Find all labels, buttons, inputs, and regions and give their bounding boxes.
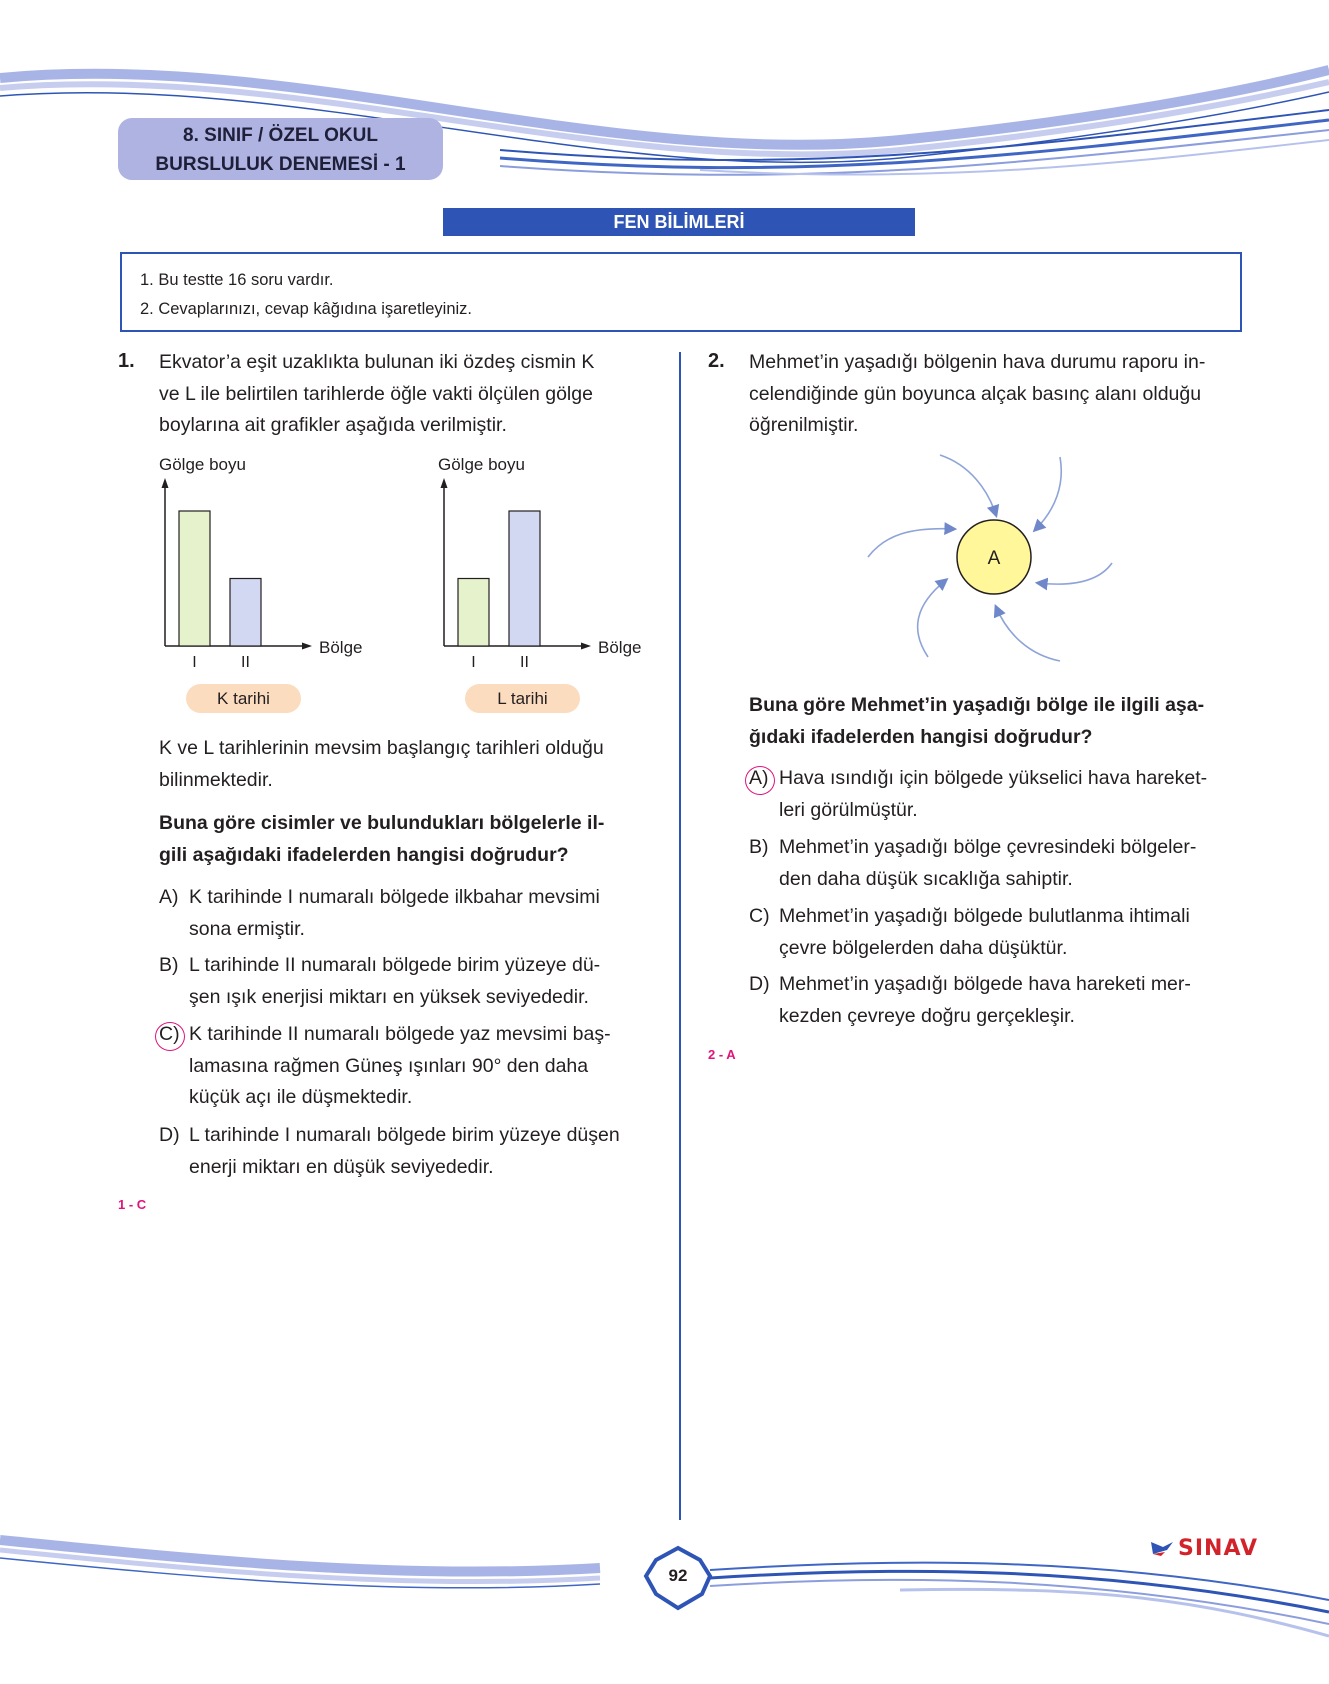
tick-label-II: II xyxy=(520,654,529,670)
q2-intro-line: Mehmet’in yaşadığı bölgenin hava durumu raporu in- xyxy=(749,351,1206,373)
q1-number: 1. xyxy=(118,350,135,372)
column-divider xyxy=(679,352,681,1520)
bar-I xyxy=(458,579,489,647)
bird-icon xyxy=(1149,1538,1175,1558)
y-axis-label: Gölge boyu xyxy=(159,455,246,474)
option-letter: B) xyxy=(749,836,769,858)
option-letter: D) xyxy=(749,973,770,995)
k-date-label: K tarihi xyxy=(186,684,301,713)
option-text: Hava ısındığı için bölgede yükselici hava hareket- xyxy=(779,767,1208,789)
q1-intro-line: ve L ile belirtilen tarihlerde öğle vakti ölçülen gölge xyxy=(159,382,593,405)
q2-answer-key: 2 - A xyxy=(708,1047,736,1062)
q1-option-c[interactable] xyxy=(159,1019,659,1114)
option-text: L tarihinde II numaralı bölgede birim yüzeye dü- xyxy=(189,954,601,976)
publisher-logo-text: SINAV xyxy=(1178,1535,1259,1561)
option-text: Mehmet’in yaşadığı bölge çevresindeki bölgeler- xyxy=(779,836,1197,858)
exam-title-badge xyxy=(118,118,443,180)
q1-after-line: K ve L tarihlerinin mevsim başlangıç tarihleri olduğu xyxy=(159,737,604,759)
instructions-box xyxy=(120,252,1242,332)
y-axis-arrow xyxy=(441,478,448,488)
bar-II xyxy=(509,511,540,646)
tick-label-I: I xyxy=(192,654,197,670)
option-text: sona ermiştir. xyxy=(189,917,305,940)
low-pressure-diagram xyxy=(860,445,1120,665)
subject-title: FEN BİLİMLERİ xyxy=(443,208,915,236)
q2-option-c[interactable] xyxy=(749,901,1249,964)
q2-number: 2. xyxy=(708,350,725,372)
option-text: K tarihinde I numaralı bölgede ilkbahar mevsimi xyxy=(189,886,600,908)
option-text: Mehmet’in yaşadığı bölgede hava hareketi mer- xyxy=(779,973,1191,995)
wind-arrow xyxy=(1038,563,1112,584)
option-letter-circled: A) xyxy=(749,763,769,795)
option-letter: B) xyxy=(159,954,179,976)
q1-intro-line: boylarına ait grafikler aşağıda verilmiştir. xyxy=(159,414,507,436)
l-date-label: L tarihi xyxy=(465,684,580,713)
option-text: den daha düşük sıcaklığa sahiptir. xyxy=(779,867,1073,890)
option-letter: A) xyxy=(159,886,179,908)
option-text: şen ışık enerjisi miktarı en yüksek seviyededir. xyxy=(189,985,589,1008)
q2-question xyxy=(749,690,1204,753)
q1-question xyxy=(159,808,604,871)
x-axis-arrow xyxy=(302,643,312,650)
option-text: leri görülmüştür. xyxy=(779,798,918,821)
exam-title-line2: BURSLULUK DENEMESİ - 1 xyxy=(155,154,406,175)
instruction-2: 2. Cevaplarınızı, cevap kâğıdına işaretleyiniz. xyxy=(140,300,473,318)
q2-option-a[interactable] xyxy=(749,763,1249,826)
option-text: çevre bölgelerden daha düşüktür. xyxy=(779,936,1068,959)
option-letter-circled: C) xyxy=(159,1019,180,1051)
bar-II xyxy=(230,579,261,647)
option-text: kezden çevreye doğru gerçekleşir. xyxy=(779,1004,1075,1027)
option-text: Mehmet’in yaşadığı bölgede bulutlanma ihtimali xyxy=(779,905,1190,927)
wind-arrow xyxy=(940,455,996,515)
q1-question-line: Buna göre cisimler ve bulundukları bölgelerle il- xyxy=(159,812,605,834)
wind-arrow xyxy=(996,607,1060,661)
option-letter: C) xyxy=(749,905,770,927)
q1-after-line: bilinmektedir. xyxy=(159,768,273,791)
chart-l-date xyxy=(429,448,669,670)
option-text: lamasına rağmen Güneş ışınları 90° den daha xyxy=(189,1054,589,1077)
option-text: K tarihinde II numaralı bölgede yaz mevsimi baş- xyxy=(189,1023,611,1045)
q2-intro-line: celendiğinde gün boyunca alçak basınç alanı olduğu xyxy=(749,382,1202,405)
wind-arrow xyxy=(918,580,946,657)
q2-question-line: ğıdaki ifadelerden hangisi doğrudur? xyxy=(749,725,1093,748)
q1-option-d[interactable] xyxy=(159,1120,659,1183)
option-text: enerji miktarı en düşük seviyededir. xyxy=(189,1155,494,1178)
q1-option-b[interactable] xyxy=(159,950,659,1013)
option-letter: D) xyxy=(159,1124,180,1146)
x-axis-label: Bölge xyxy=(319,638,363,657)
option-text: L tarihinde I numaralı bölgede birim yüzeye düşen xyxy=(189,1124,620,1146)
wind-arrow xyxy=(868,529,954,557)
q2-intro xyxy=(749,347,1205,442)
q2-option-b[interactable] xyxy=(749,832,1249,895)
publisher-logo xyxy=(1149,1533,1258,1563)
exam-title-line1: 8. SINIF / ÖZEL OKUL xyxy=(183,125,378,146)
q1-intro xyxy=(159,347,594,442)
q1-answer-key: 1 - C xyxy=(118,1197,147,1212)
instruction-1: 1. Bu testte 16 soru vardır. xyxy=(140,271,334,289)
y-axis-label: Gölge boyu xyxy=(438,455,525,474)
q2-question-line: Buna göre Mehmet’in yaşadığı bölge ile ilgili aşa- xyxy=(749,694,1205,716)
center-label: A xyxy=(987,548,1001,569)
x-axis-label: Bölge xyxy=(598,638,642,657)
tick-label-II: II xyxy=(241,654,250,670)
q1-option-a[interactable] xyxy=(159,882,659,945)
q1-after-text xyxy=(159,733,604,796)
option-text: küçük açı ile düşmektedir. xyxy=(189,1086,413,1108)
q2-intro-line: öğrenilmiştir. xyxy=(749,414,859,436)
wind-arrow xyxy=(1035,457,1061,530)
y-axis-arrow xyxy=(162,478,169,488)
tick-label-I: I xyxy=(471,654,476,670)
bar-I xyxy=(179,511,210,646)
page-number: 92 xyxy=(668,1566,688,1585)
x-axis-arrow xyxy=(581,643,591,650)
q2-option-d[interactable] xyxy=(749,969,1249,1032)
chart-k-date xyxy=(150,448,390,670)
q1-question-line: gili aşağıdaki ifadelerden hangisi doğrudur? xyxy=(159,843,569,866)
q1-intro-line: Ekvator’a eşit uzaklıkta bulunan iki özdeş cismin K xyxy=(159,351,595,373)
